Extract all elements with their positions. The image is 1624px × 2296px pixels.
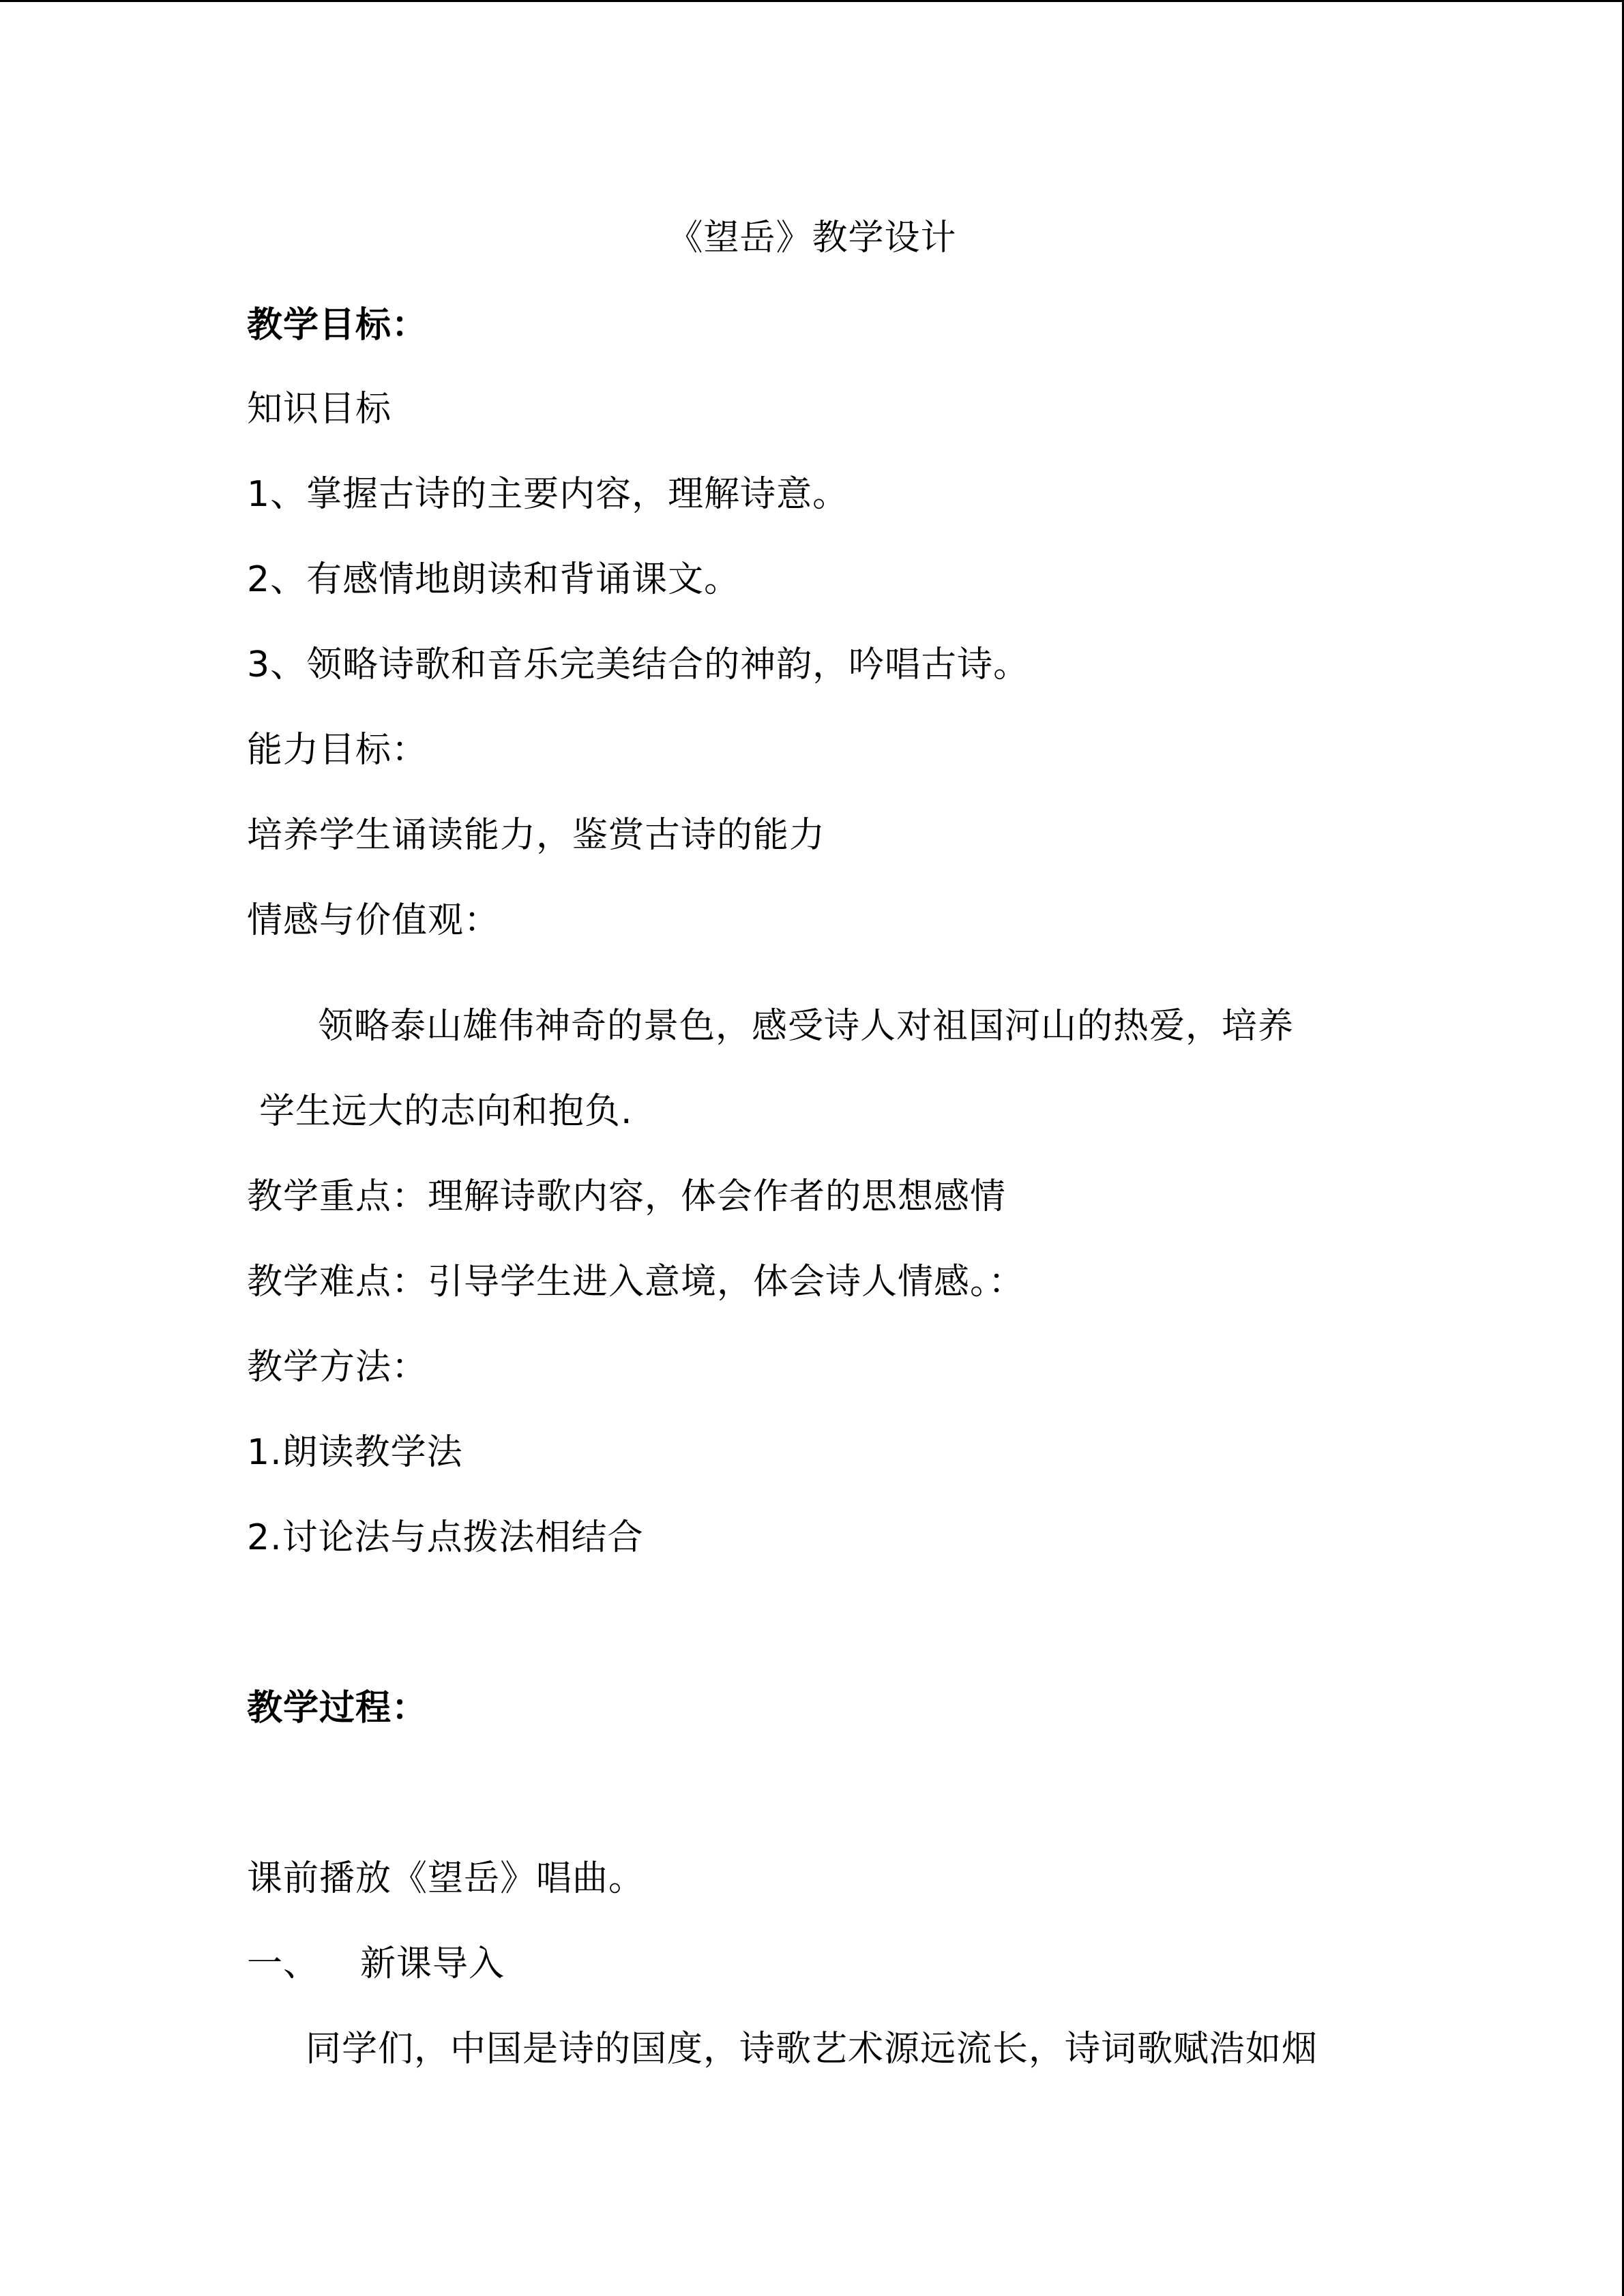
knowledge-item-1: 1、掌握古诗的主要内容，理解诗意。 — [247, 474, 849, 515]
method-item-2: 2.讨论法与点拨法相结合 — [247, 1517, 644, 1558]
difficulty: 教学难点：引导学生进入意境，体会诗人情感。： — [247, 1262, 1025, 1302]
key-point: 教学重点：理解诗歌内容，体会作者的思想感情 — [247, 1176, 1007, 1217]
process-heading: 教学过程： — [247, 1688, 428, 1729]
objectives-heading: 教学目标： — [247, 305, 428, 346]
section-number: 一、 — [247, 1943, 320, 1984]
knowledge-item-3: 3、领略诗歌和音乐完美结合的神韵，吟唱古诗。 — [247, 644, 1030, 685]
method-item-1: 1.朗读教学法 — [247, 1432, 463, 1473]
ability-heading: 能力目标： — [247, 730, 428, 771]
knowledge-item-2: 2、有感情地朗读和背诵课文。 — [247, 559, 741, 600]
knowledge-heading: 知识目标 — [247, 389, 392, 430]
intro-text: 同学们，中国是诗的国度，诗歌艺术源远流长，诗词歌赋浩如烟 — [306, 2029, 1318, 2070]
emotion-text-line-2: 学生远大的志向和抱负. — [259, 1091, 633, 1132]
methods-heading: 教学方法： — [247, 1347, 428, 1388]
document-title: 《望岳》教学设计 — [667, 218, 957, 258]
section-heading-1 — [247, 1940, 505, 1988]
pre-class-note: 课前播放《望岳》唱曲。 — [247, 1858, 645, 1899]
emotion-text-line-1: 领略泰山雄伟神奇的景色，感受诗人对祖国河山的热爱，培养 — [318, 1006, 1295, 1047]
emotion-heading: 情感与价值观： — [247, 900, 501, 941]
ability-text: 培养学生诵读能力，鉴赏古诗的能力 — [247, 815, 826, 856]
section-title: 新课导入 — [360, 1943, 505, 1984]
page-border-top — [0, 0, 1624, 2]
